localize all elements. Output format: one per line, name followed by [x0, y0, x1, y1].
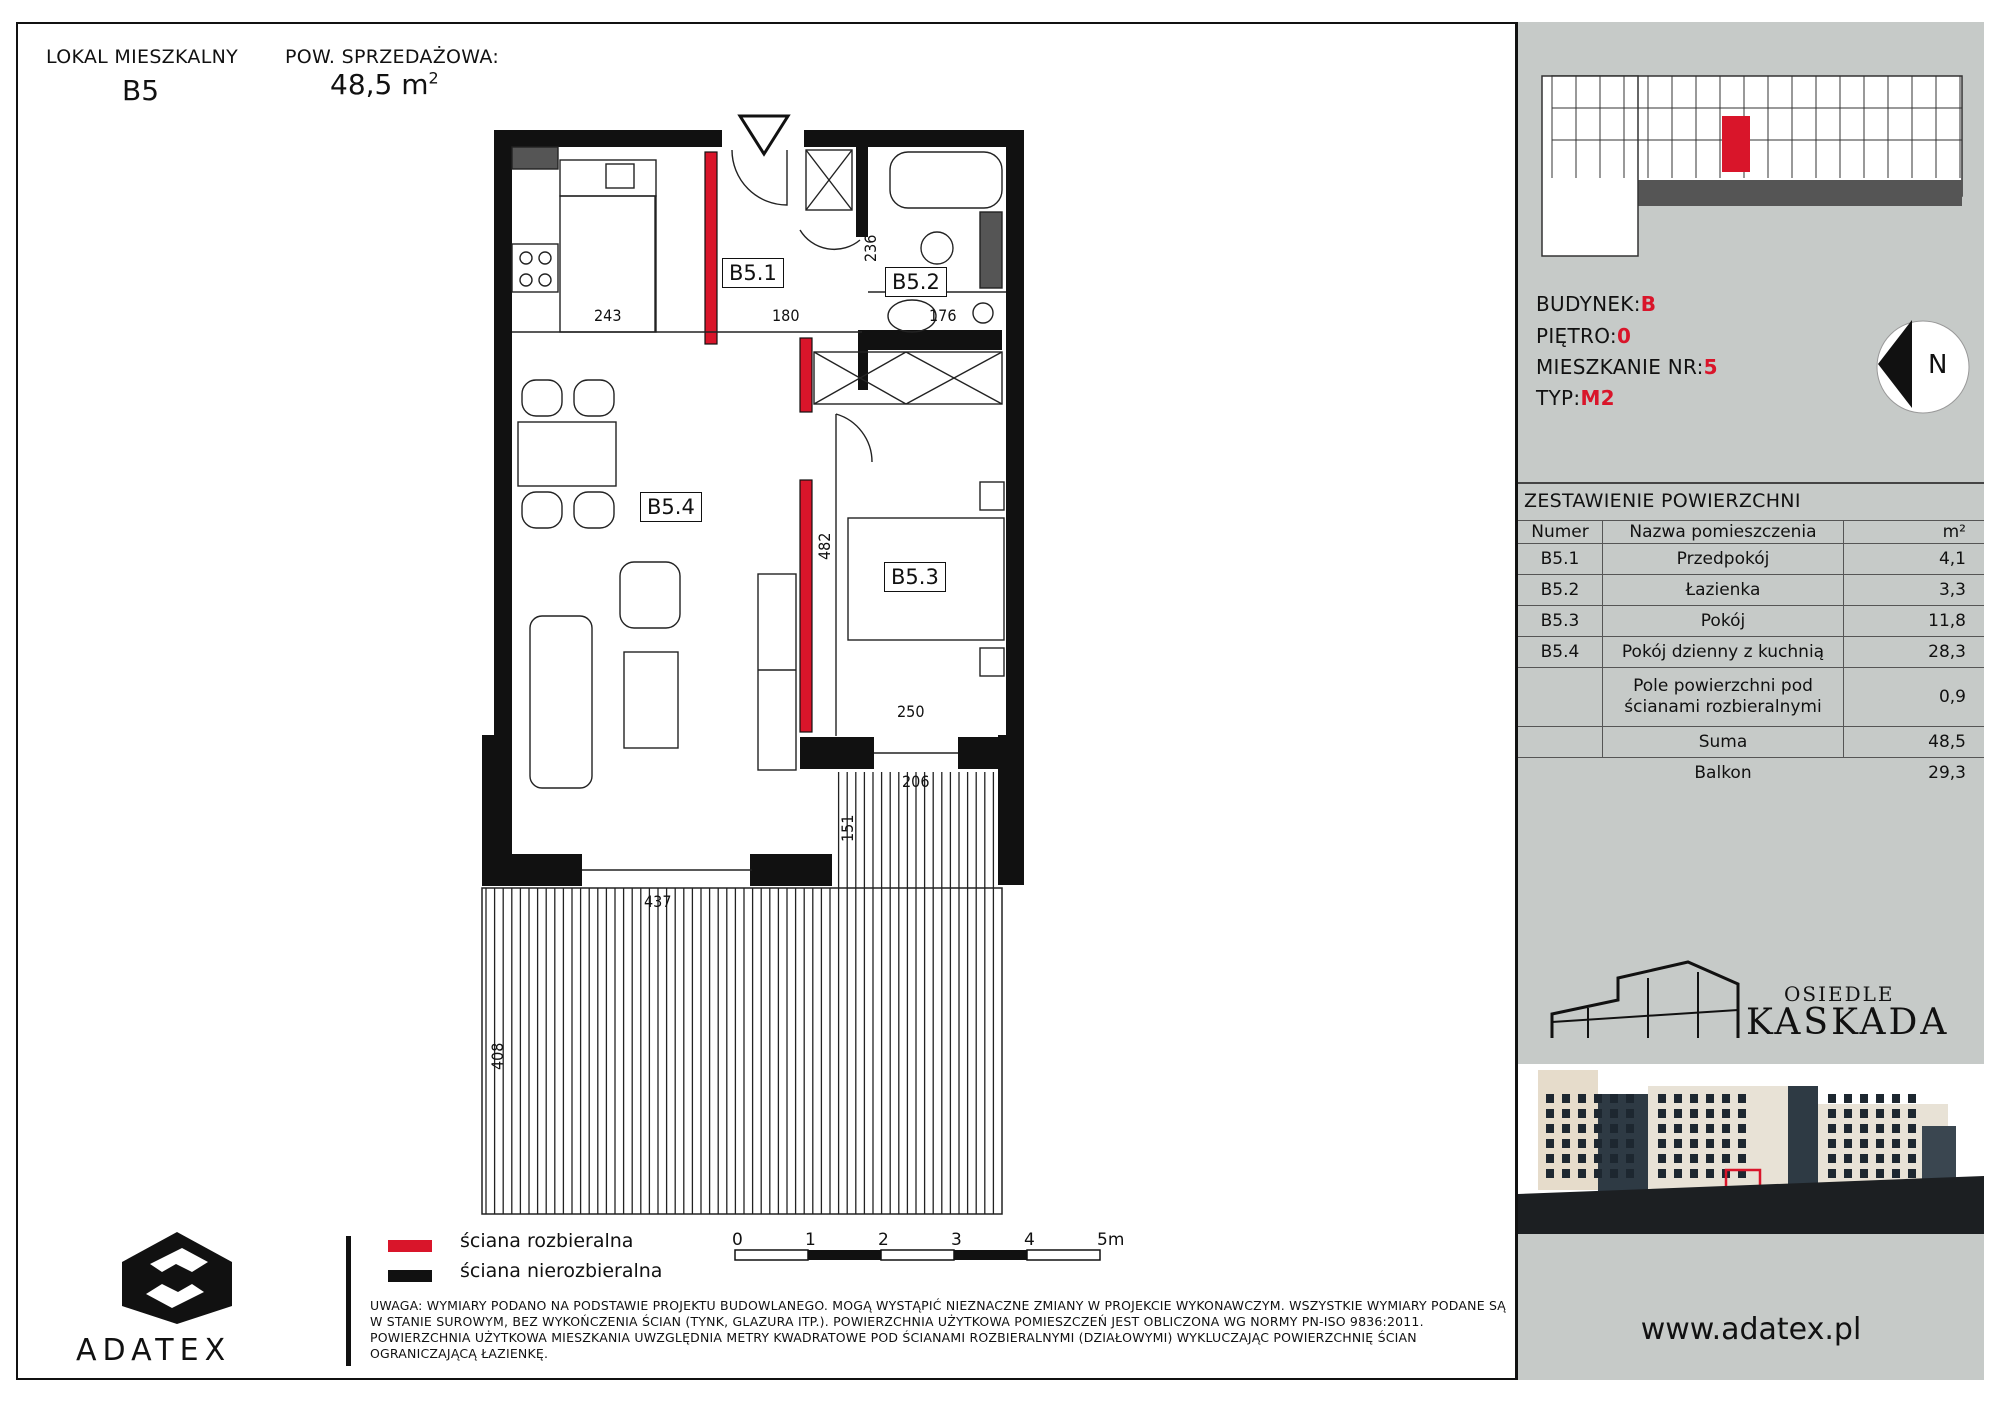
room-tag-b5-4: B5.4 [640, 492, 702, 522]
dim-151: 151 [838, 814, 857, 842]
estate-top-label: OSIEDLE [1784, 982, 1895, 1006]
dim-180: 180 [772, 306, 800, 325]
table-header-row: Numer Nazwa pomieszczenia m² [1518, 521, 1984, 544]
balcony-decking [486, 772, 993, 1214]
estate-name: KASKADA [1746, 1002, 1950, 1043]
scale-tick-label: 1 [805, 1230, 816, 1250]
north-label: N [1928, 350, 1948, 380]
building-render-image [1518, 1064, 1984, 1234]
type-info: TYP:M2 [1536, 386, 1615, 410]
dim-236: 236 [861, 234, 880, 262]
panel-divider [1518, 482, 1984, 484]
info-panel [1515, 22, 1984, 1380]
north-arrow-icon [1868, 312, 1978, 422]
table-row: Pole powierzchni pod ścianami rozbieralnymi 0,9 [1518, 668, 1984, 727]
unit-label: LOKAL MIESZKALNY [46, 46, 239, 68]
table-row: B5.1 Przedpokój 4,1 [1518, 544, 1984, 575]
company-name: ADATEX [76, 1333, 232, 1368]
dim-482: 482 [815, 532, 834, 560]
unit-value: B5 [122, 74, 160, 107]
scale-tick-label: 3 [951, 1230, 962, 1250]
building-info: BUDYNEK:B [1536, 292, 1657, 316]
scale-tick-label: 5m [1097, 1230, 1125, 1250]
non-removable-swatch [388, 1270, 432, 1282]
dim-206: 206 [902, 772, 930, 791]
area-table [1518, 520, 1984, 788]
removable-swatch [388, 1240, 432, 1252]
table-balcony-row: Balkon 29,3 [1518, 758, 1984, 789]
dim-437: 437 [644, 892, 672, 911]
dim-250: 250 [897, 702, 925, 721]
floor-info: PIĘTRO:0 [1536, 324, 1632, 348]
scale-tick-label: 0 [732, 1230, 743, 1250]
disclaimer-note: UWAGA: WYMIARY PODANO NA PODSTAWIE PROJEKTU BUDOWLANEGO. MOGĄ WYSTĄPIĆ NIEZNACZNE ZMIANY W PROJEKCIE WYKONAWCZYM. WSZYSTKIE WYMIARY PODANE SĄ W STANIE SUROWYM, BEZ WYKOŃCZENIA ŚCIAN (TYNK, GLAZURA ITP.). POWIERZCHNIA UŻYTKOWA POMIESZCZEŃ JEST OBLICZONA WG NORMY PN-ISO 9836:2011. POWIERZCHNIA UŻYTKOWA MIESZKANIA UWZGLĘDNIA METRY KWADRATOWE POD ŚCIANAMI ROZBIERALNYMI (DZIAŁOWYMI) WYKLUCZAJĄC POWIERZCHNIĘ ŚCIAN OGRANICZAJĄCĄ ŁAZIENKĘ. [370, 1298, 1506, 1361]
non-removable-walls [482, 130, 1024, 886]
room-tag-b5-1: B5.1 [722, 258, 784, 288]
dim-408: 408 [488, 1042, 507, 1070]
area-label: POW. SPRZEDAŻOWA: [285, 46, 500, 68]
room-tag-b5-3: B5.3 [884, 562, 946, 592]
legend-non-removable: ściana nierozbieralna [460, 1260, 663, 1282]
website-url[interactable]: www.adatex.pl [1640, 1312, 1862, 1347]
key-plan [1532, 48, 1972, 258]
table-row: B5.3 Pokój 11,8 [1518, 606, 1984, 637]
legend-divider [346, 1236, 351, 1366]
scale-bar [730, 1228, 1150, 1268]
area-value: 48,5 $m^2$ [330, 68, 439, 101]
table-sum-row: Suma 48,5 [1518, 727, 1984, 758]
room-tag-b5-2: B5.2 [885, 267, 947, 297]
table-row: B5.4 Pokój dzienny z kuchnią 28,3 [1518, 637, 1984, 668]
entrance-marker [740, 116, 788, 154]
area-table-title: ZESTAWIENIE POWIERZCHNI [1524, 490, 1801, 512]
dim-176: 176 [929, 306, 957, 325]
legend-removable: ściana rozbieralna [460, 1230, 634, 1252]
adatex-logo-mark [112, 1228, 242, 1328]
dim-243: 243 [594, 306, 622, 325]
scale-tick-label: 4 [1024, 1230, 1035, 1250]
table-row: B5.2 Łazienka 3,3 [1518, 575, 1984, 606]
apartment-info: MIESZKANIE NR:5 [1536, 355, 1718, 379]
scale-tick-label: 2 [878, 1230, 889, 1250]
